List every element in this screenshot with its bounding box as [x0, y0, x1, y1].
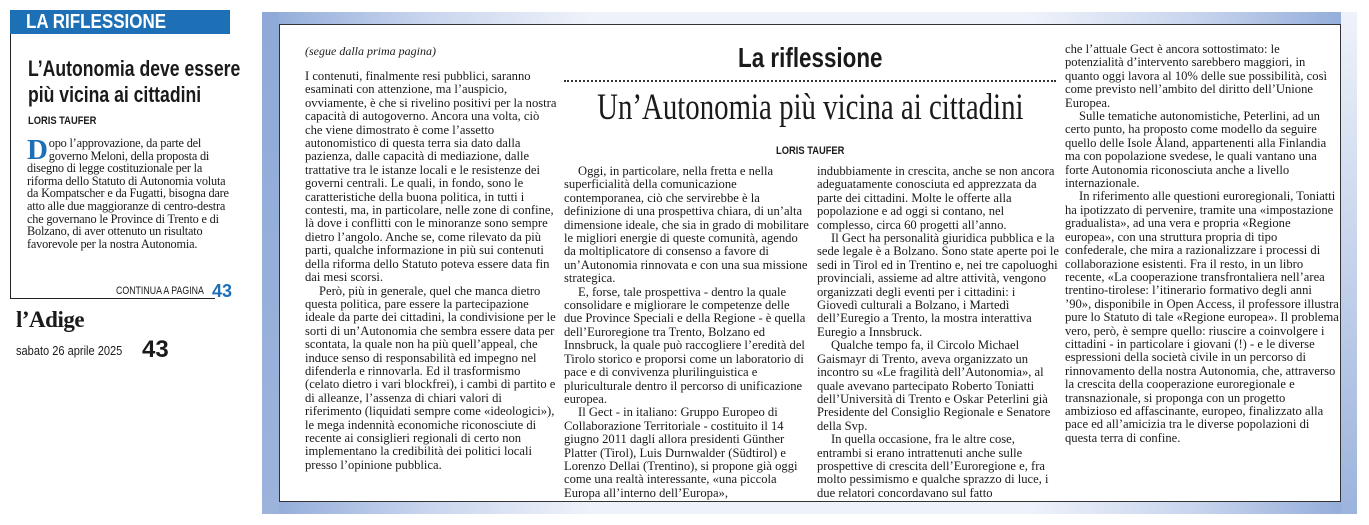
article-column-3 [817, 165, 1059, 500]
paragraph: Sulle tematiche autonomistiche, Peterlini, ad un certo punto, ha proposto come modello da seguire quello delle Isole Åland, appartenenti alla Finlandia ma con popolazione svedese, le quali vantano una forte Autonomia riconosciuta anche a livello internazionale. [1065, 109, 1327, 191]
paragraph: In riferimento alle questioni euroregionali, Toniatti ha ipotizzato di pervenire, tramite una «impostazione gradualista», ad una vera e propria «Regione europea», con una struttura propria di tipo confederale, che mira a razionalizzare i processi di collaborazione esistenti. Fra il resto, in un libro recente, «La cooperazione transfrontaliera nell’area trentino-tirolese: l’itinerario formativo degli anni ’90», disponibile in Open Access, il professore illustra pure lo Statuto di tale «Regione europea». Il problema vero, però, è sempre quello: riuscire a coinvolgere i cittadini - in particolare i giovani (!) - e le diverse espressioni della società civile in un percorso di rinnovamento della nostra Autonomia, che, attraverso la crescita della cooperazione euroregionale e transnazionale, si proponga con un progetto ambizioso ed affascinante, europeo, finalizzato alla pace ed all’amicizia tra le diverse popolazioni di questa terra di confine. [1065, 189, 1339, 445]
teaser-section-banner [10, 10, 230, 34]
clipping-frame-right [1341, 12, 1357, 514]
teaser-section-label: LA RIFLESSIONE [26, 11, 167, 33]
headline-text: Un’Autonomia più vicina ai cittadini [596, 87, 1024, 128]
newspaper-logo: l’Adige [16, 307, 85, 332]
teaser-title-line-2: più vicina ai cittadini [28, 82, 202, 107]
article-column-2 [564, 165, 810, 500]
continued-note: (segue dalla prima pagina) [305, 44, 436, 58]
paragraph: Il Gect ha personalità giuridica pubblica e la sede legale è a Bolzano. Sono state aperte poi le sedi in Tirol ed in Trentino e, nei tre capoluoghi provinciali, assieme ad altre attività, vengono organizzati degli eventi per i cittadini: i Giovedì culturali a Bolzano, i Martedì dell’Euregio a Trento, la mostra interattiva Euregio a Innsbruck. [817, 231, 1059, 339]
paragraph: I contenuti, finalmente resi pubblici, saranno esaminati con attenzione, ma l’auspicio, ovviamente, è che si rivelino positivi per la nostra capacità di autogoverno. Ancora una volta, ciò che viene dimostrato è come l’assetto autonomistico di questa terra sia dato dalla pazienza, dalle capacità di mediazione, dalle trattative tra le istanze locali e le resistenze dei governi centrali. Le quali, in fondo, sono le caratteristiche della buona politica, in tutti i contesti, ma, in particolare, nelle zone di confine, là dove i conflitti con le minoranze sono sempre dietro l’angolo. Anche se, come rilevato da più parti, qualche informazione in più sui contenuti della riforma dello Statuto poteva essere data fin dai mesi scorsi. [305, 69, 557, 285]
paragraph: Oggi, in particolare, nella fretta e nella superficialità della comunicazione contemporanea, ciò che servirebbe è la definizione di una prospettiva chiara, di un’alta dimensione ideale, che sia in grado di mobilitare le migliori energie di queste comunità, agendo da moltiplicatore di consenso a favore di un’Autonomia rinnovata e con una sua missione strategica. [564, 164, 809, 286]
teaser-author: LORIS TAUFER [28, 115, 97, 127]
issue-date: sabato 26 aprile 2025 [16, 343, 123, 358]
continue-page-number[interactable]: 43 [212, 281, 233, 301]
paragraph: che l’attuale Gect è ancora sottostimato: le potenzialità d’intervento sarebbero maggiori, in quanto oggi lavora al 10% delle sue possibilità, così come previsto nell’ambito del diritto dell’Unione Europea. [1065, 42, 1327, 110]
paragraph: In quella occasione, fra le altre cose, entrambi si erano intrattenuti anche sulle prospettive di crescita dell’Euroregione e, fra molto pessimismo e qualche sprazzo di luce, i due relatori concordavano sul fatto [817, 432, 1049, 500]
article-column-1 [305, 70, 557, 472]
teaser-title-line-1: L’Autonomia deve essere [28, 56, 241, 81]
page-number: 43 [142, 336, 169, 363]
teaser-text [27, 134, 237, 251]
section-heading-text: La riflessione [737, 42, 883, 73]
clipping-frame-left [262, 12, 279, 514]
teaser-title[interactable] [28, 56, 268, 108]
byline-text: LORIS TAUFER [775, 145, 845, 157]
section-heading [566, 42, 1054, 74]
paragraph: Qualche tempo fa, il Circolo Michael Gaismayr di Trento, aveva organizzato un incontro su «Le fragilità dell’Autonomia», al quale avevano partecipato Roberto Toniatti dell’Università di Trento e Oskar Peterlini già Presidente del Consiglio Regionale e Senatore della Svp. [817, 338, 1051, 433]
paragraph: indubbiamente in crescita, anche se non ancora adeguatamente conosciuta ed apprezzata da parte dei cittadini. Molte le offerte alla popolazione e ad oggi si contano, nel complesso, circa 60 progetti all’anno. [817, 164, 1055, 232]
drop-cap: D [27, 134, 48, 166]
dotted-divider [564, 80, 1056, 82]
article-byline [566, 141, 1054, 159]
article-headline [566, 86, 1054, 129]
paragraph: E, forse, tale prospettiva - dentro la quale consolidare e migliorare le competenze delle due Province Speciali e della Regione - è quella dell’Euroregione tra Trento, Bolzano ed Innsbruck, la quale può raccogliere l’eredità del Tirolo storico e proporsi come un laboratorio di pace e di convivenza plurilinguistica e pluriculturale dentro il percorso di unificazione europea. [564, 284, 806, 406]
paragraph: Il Gect - in italiano: Gruppo Europeo di Collaborazione Territoriale - costituito il 14 giugno 2011 dagli allora presidenti Günther Platter (Tirol), Luis Durnwalder (Südtirol) e Lorenzo Dellai (Trentino), si propone già oggi come una realtà interessante, «una piccola Europa all’interno dell’Europa», [564, 405, 798, 500]
continue-link[interactable]: CONTINUA A PAGINA [116, 285, 204, 297]
article-column-4 [1065, 43, 1339, 445]
teaser-body: opo l’approvazione, da parte del governo Meloni, della proposta di disegno di legge costituzionale per la riforma dello Statuto di Autonomia voluta da Kompatscher e da Fugatti, bisogna dare atto alle due maggioranze di centro-destra che governano le Province di Trento e di Bolzano, di aver ottenuto un risultato favorevole per la nostra Autonomia. [27, 136, 229, 251]
paragraph: Però, più in generale, quel che manca dietro questa politica, pare essere la partecipazione ideale da parte dei cittadini, la condivisione per le sorti di un’Autonomia che sembra essere data per scontata, la quale non ha più quell’appeal, che induce senso di responsabilità ed impegno nel difenderla e rinnovarla. Ed il trasformismo (celato dietro i vari blockfrei), i cambi di partito e di alleanze, l’assenza di chiari valori di riferimento (liquidati sempre come «ideologici»), le mega indennità economiche riconosciute di recente ai consiglieri regionali di certo non implementano la credibilità dei politici locali presso l’opinione pubblica. [305, 283, 556, 472]
